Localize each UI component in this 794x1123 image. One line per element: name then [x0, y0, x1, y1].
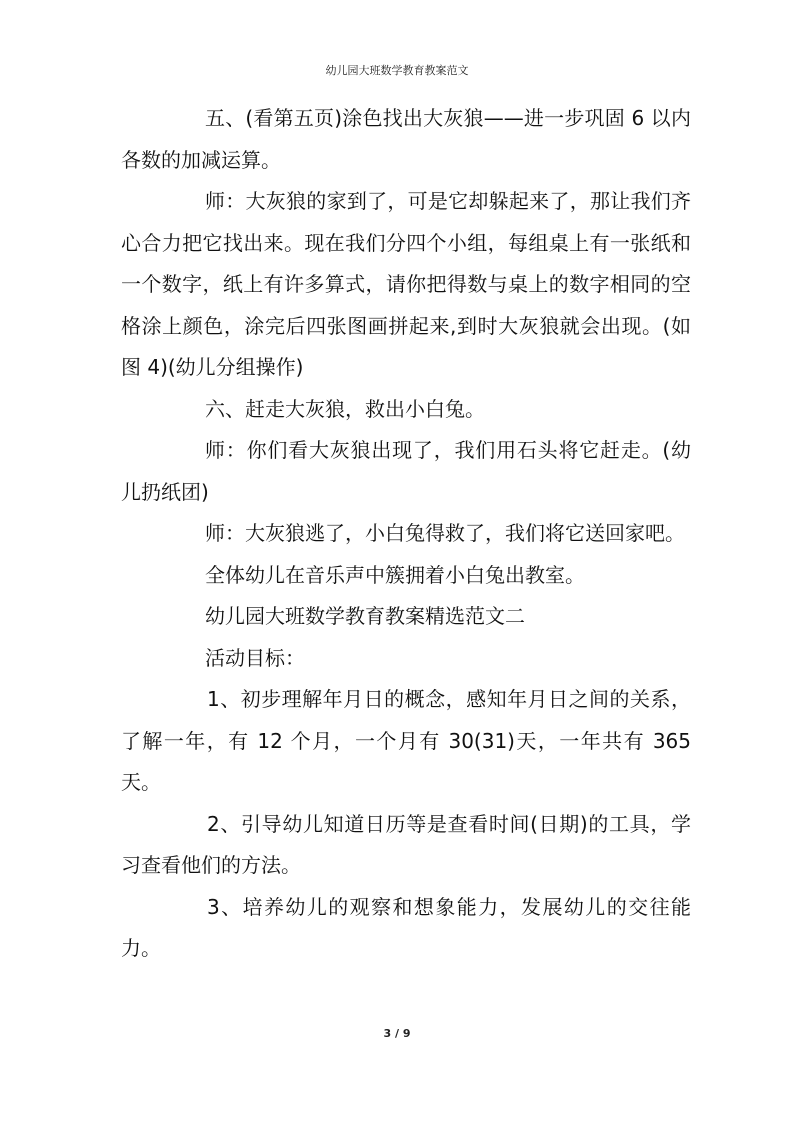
paragraph-step-six: 六、赶走大灰狼，救出小白兔。 [205, 396, 485, 421]
goal-item-1: 1、初步理解年月日的概念，感知年月日之间的关系，了解一年，有 12 个月，一个月有 30(31)天，一年共有 365 天。 [121, 687, 691, 794]
page-number: 3 / 9 [383, 1027, 411, 1040]
paragraph-teacher-rabbit-saved: 师：大灰狼逃了，小白兔得救了，我们将它送回家吧。 [205, 521, 685, 545]
section-title-plan-two: 幼儿园大班数学教育教案精选范文二 [205, 604, 525, 628]
page-header-title: 幼儿园大班数学教育教案范文 [325, 64, 469, 77]
paragraph-teacher-chase-wolf: 师：你们看大灰狼出现了，我们用石头将它赶走。(幼儿扔纸团) [121, 438, 691, 504]
heading-activity-goals: 活动目标： [205, 645, 305, 670]
goal-item-3: 3、培养幼儿的观察和想象能力，发展幼儿的交往能力。 [121, 894, 691, 960]
goal-item-2: 2、引导幼儿知道日历等是查看时间(日期)的工具，学习查看他们的方法。 [121, 811, 691, 877]
document-body [121, 98, 691, 970]
paragraph-step-five: 五、(看第五页)涂色找出大灰狼——进一步巩固 6 以内各数的加减运算。 [121, 106, 691, 172]
paragraph-teacher-find-wolf: 师：大灰狼的家到了，可是它却躲起来了，那让我们齐心合力把它找出来。现在我们分四个小组，每组桌上有一张纸和一个数字，纸上有许多算式，请你把得数与桌上的数字相同的空格涂上颜色，涂完后四张图画拼起来,到时大灰狼就会出现。(如图 4)(幼儿分组操作) [121, 189, 691, 379]
paragraph-all-children-leave: 全体幼儿在音乐声中簇拥着小白兔出教室。 [205, 562, 585, 587]
